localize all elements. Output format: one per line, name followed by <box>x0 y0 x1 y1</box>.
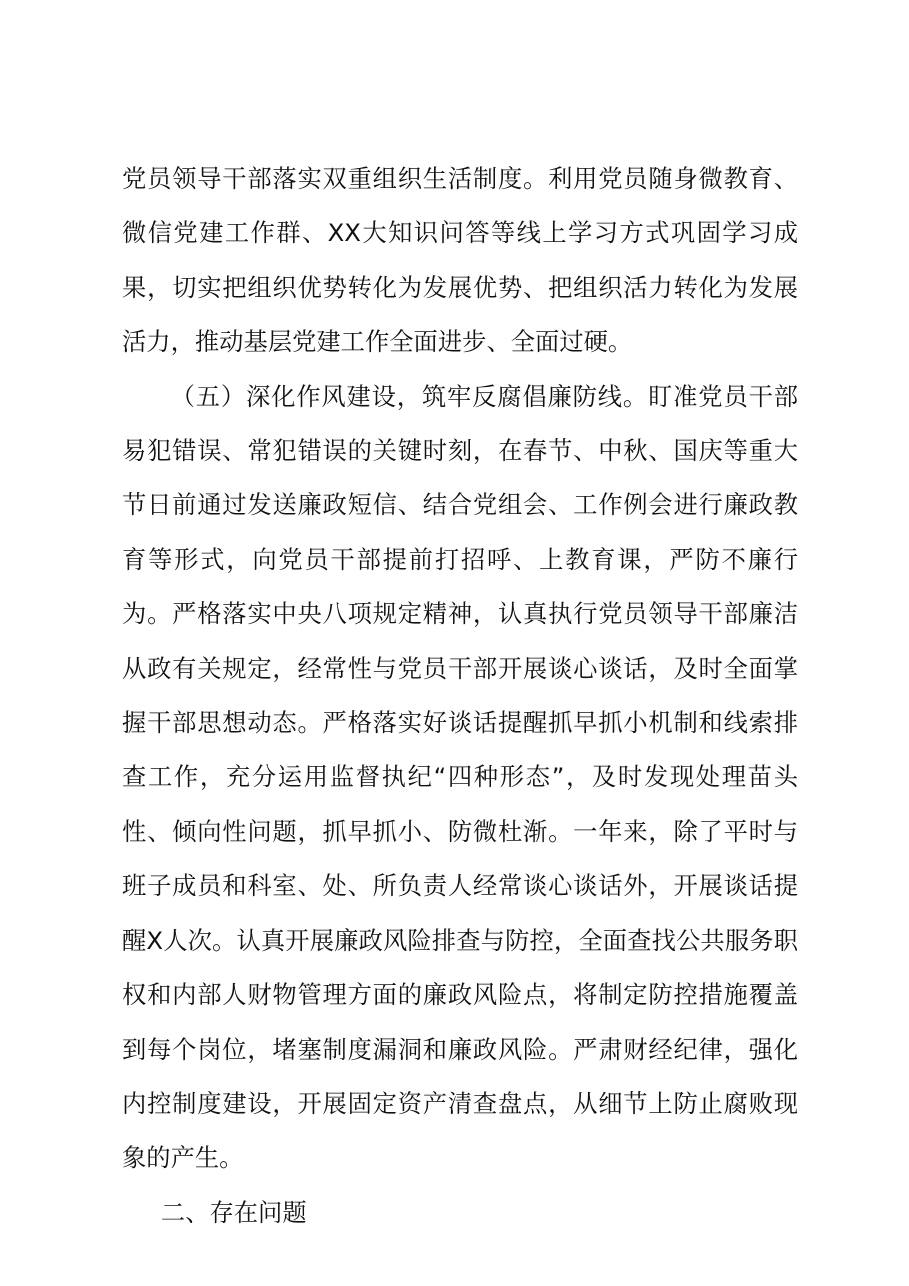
paragraph-continuation: 党员领导干部落实双重组织生活制度。利用党员随身微教育、微信党建工作群、XX大知识问答等线上学习方式巩固学习成果，切实把组织优势转化为发展优势、把组织活力转化为发展活力，推动基层党建工作全面进步、全面过硬。 <box>122 164 798 357</box>
section-heading: 二、存在问题 <box>160 1197 307 1227</box>
document-body <box>122 152 798 1240</box>
paragraph-section-five: （五）深化作风建设，筑牢反腐倡廉防线。盯准党员干部易犯错误、常犯错误的关键时刻，在春节、中秋、国庆等重大节日前通过发送廉政短信、结合党组会、工作例会进行廉政教育等形式，向党员干部提前打招呼、上教育课，严防不廉行为。严格落实中央八项规定精神，认真执行党员领导干部廉洁从政有关规定，经常性与党员干部开展谈心谈话，及时全面掌握干部思想动态。严格落实好谈话提醒抓早抓小机制和线索排查工作，充分运用监督执纪“四种形态”，及时发现处理苗头性、倾向性问题，抓早抓小、防微杜渐。一年来，除了平时与班子成员和科室、处、所负责人经常谈心谈话外，开展谈话提醒X人次。认真开展廉政风险排查与防控，全面查找公共服务职权和内部人财物管理方面的廉政风险点，将制定防控措施覆盖到每个岗位，堵塞制度漏洞和廉政风险。严肃财经纪律，强化内控制度建设，开展固定资产清查盘点，从细节上防止腐败现象的产生。 <box>122 381 798 1173</box>
